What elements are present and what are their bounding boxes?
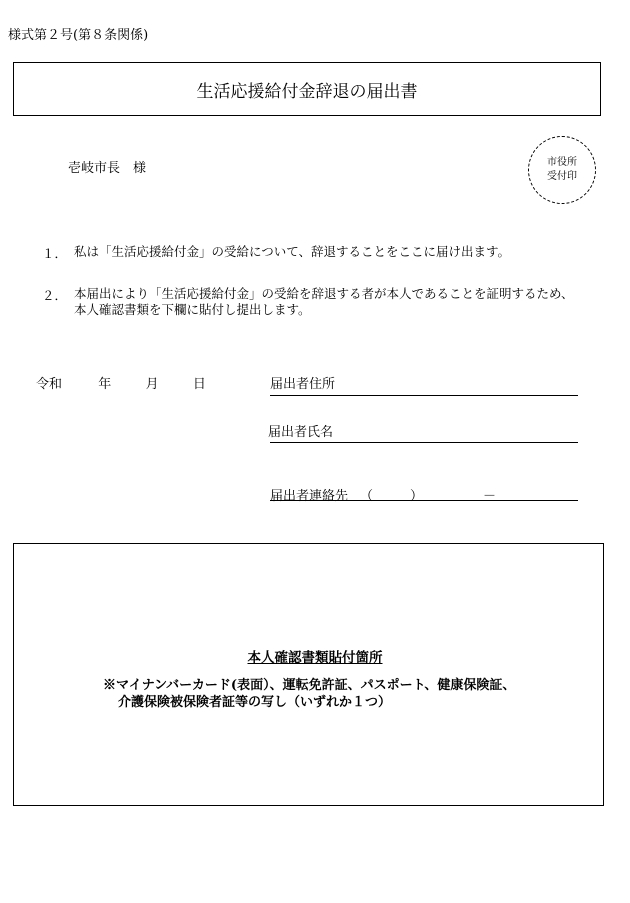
name-label: 届出者氏名 — [268, 425, 334, 440]
date-line — [36, 373, 206, 392]
contact-label: 届出者連絡先 — [270, 489, 349, 504]
attachment-note-line1: ※マイナンバーカード(表面）、運転免許証、パスポート、健康保険証、 — [103, 678, 516, 693]
name-input-line[interactable] — [270, 442, 578, 443]
contact-dash: － — [483, 489, 497, 504]
form-number: 様式第２号(第８条関係) — [8, 28, 149, 43]
statement-1-text: 私は「生活応援給付金」の受給について、辞退することをここに届け出ます。 — [74, 244, 511, 259]
title-box — [13, 62, 601, 116]
statement-1-number: １． — [42, 246, 68, 261]
date-day-label: 日 — [192, 377, 206, 392]
date-era: 令和 — [36, 377, 63, 392]
statement-2-number: ２． — [42, 288, 68, 303]
contact-paren-open: （ — [360, 489, 374, 504]
document-title: 生活応援給付金辞退の届出書 — [196, 81, 418, 102]
attachment-note-line2: 介護保険被保険者証等の写し（いずれか１つ） — [118, 695, 392, 710]
attachment-note — [103, 677, 515, 711]
contact-paren-close: ） — [410, 489, 424, 504]
stamp-label-line2: 受付印 — [547, 171, 577, 182]
stamp-label-line1: 市役所 — [547, 157, 577, 168]
addressee: 壱岐市長 様 — [68, 161, 147, 176]
date-year-label: 年 — [98, 377, 112, 392]
address-input-line[interactable] — [270, 395, 578, 396]
date-month-label: 月 — [145, 377, 159, 392]
attachment-title: 本人確認書類貼付箇所 — [247, 650, 383, 666]
contact-input-line[interactable] — [270, 500, 578, 501]
reception-stamp-area — [528, 136, 596, 204]
address-label: 届出者住所 — [270, 377, 336, 392]
statement-2-text: 本届出により「生活応援給付金」の受給を辞退する者が本人であることを証明するため、本人確認書類を下欄に貼付し提出します。 — [74, 286, 574, 317]
id-document-attachment-area — [13, 543, 604, 806]
